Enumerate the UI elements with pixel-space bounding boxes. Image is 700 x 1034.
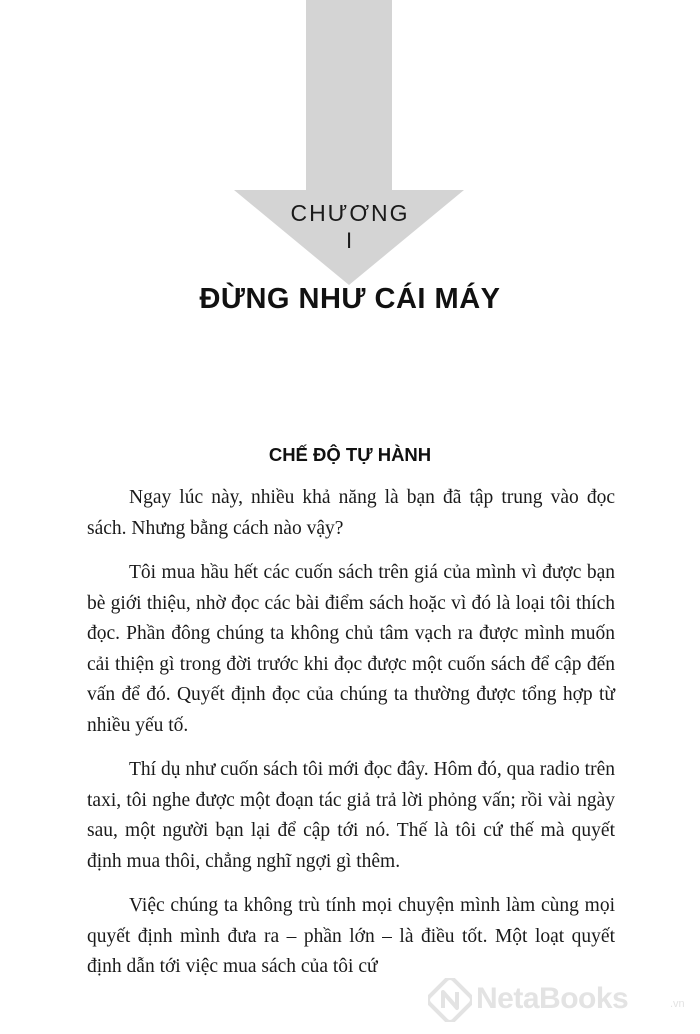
paragraph: Ngay lúc này, nhiều khả năng là bạn đã tập trung vào đọc sách. Nhưng bằng cách nào vậy? (87, 487, 615, 539)
chapter-word: CHƯƠNG (290, 200, 410, 226)
chapter-title: ĐỪNG NHƯ CÁI MÁY (199, 283, 501, 315)
paragraph: Thí dụ như cuốn sách tôi mới đọc đây. Hôm đó, qua radio trên taxi, tôi nghe được một đoạn tác giả trả lời phỏng vấn; rồi vài ngày sau, một người bạn lại để cập tới nó. Thế là tôi cứ thế mà quyết định mua thôi, chẳng nghĩ ngợi gì thêm. (87, 759, 615, 872)
watermark-brand: NetaBooks (476, 982, 629, 1015)
watermark (424, 972, 694, 1028)
body-text (87, 483, 615, 997)
paragraph: Việc chúng ta không trù tính mọi chuyện mình làm cùng mọi quyết định mình đưa ra – phần lớn – là điều tốt. Một loạt quyết định dẫn tới việc mua sách của tôi cứ (87, 895, 615, 977)
section-heading: CHẾ ĐỘ TỰ HÀNH (268, 444, 432, 465)
watermark-suffix: .vn (670, 998, 685, 1010)
chapter-number: I (345, 228, 355, 253)
paragraph: Tôi mua hầu hết các cuốn sách trên giá của mình vì được bạn bè giới thiệu, nhờ đọc các bài điểm sách hoặc vì đó là loại tôi thích đọc. Phần đông chúng ta không chủ tâm vạch ra được mình muốn cải thiện gì trong đời trước khi đọc được một cuốn sách để cập đến vấn để đó. Quyết định đọc của chúng ta thường được tổng hợp từ nhiều yếu tố. (87, 562, 615, 736)
netabooks-logo-icon (428, 978, 472, 1022)
